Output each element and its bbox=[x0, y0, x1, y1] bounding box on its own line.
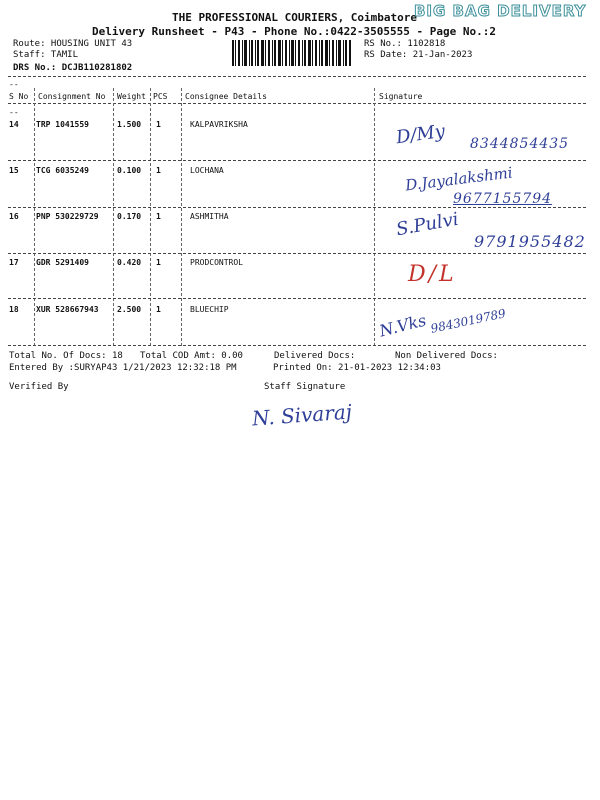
barcode bbox=[232, 40, 352, 66]
row-consignee: ASHMITHA bbox=[190, 212, 229, 221]
row-pcs: 1 bbox=[156, 166, 161, 175]
printed-on: Printed On: 21-01-2023 12:34:03 bbox=[273, 363, 441, 373]
row-pcs: 1 bbox=[156, 120, 161, 129]
entered-by: Entered By :SURYAP43 1/21/2023 12:32:18 PM bbox=[9, 363, 237, 373]
staff-label: Staff: TAMIL bbox=[13, 50, 79, 60]
row-separator bbox=[8, 207, 586, 208]
barcode-graphic bbox=[232, 40, 352, 66]
company-title: THE PROFESSIONAL COURIERS, Coimbatore bbox=[172, 11, 418, 24]
row-weight: 0.100 bbox=[117, 166, 142, 175]
row-consignee: BLUECHIP bbox=[190, 305, 229, 314]
row-sno: 17 bbox=[9, 258, 19, 267]
verified-by-label: Verified By bbox=[9, 382, 69, 392]
row-separator bbox=[8, 160, 586, 161]
signature-image: D/My bbox=[394, 120, 447, 149]
signature-image: S.Pulvi bbox=[394, 208, 461, 241]
col-divider bbox=[150, 88, 151, 346]
row-separator bbox=[8, 253, 586, 254]
col-divider bbox=[34, 88, 35, 346]
row-pcs: 1 bbox=[156, 258, 161, 267]
row-consignment: TRP 1041559 bbox=[36, 120, 89, 129]
staff-signature-label: Staff Signature bbox=[264, 382, 346, 392]
signature-phone: 8344854435 bbox=[470, 136, 570, 152]
row-pcs: 1 bbox=[156, 305, 161, 314]
drs-number: DRS No.: DCJB110281802 bbox=[13, 63, 133, 73]
row-sno: 15 bbox=[9, 166, 19, 175]
big-bag-delivery-stamp: BIG BAG DELIVERY bbox=[414, 2, 587, 20]
row-sno: 16 bbox=[9, 212, 19, 221]
col-divider bbox=[113, 88, 114, 346]
row-sno: 14 bbox=[9, 120, 19, 129]
row-separator bbox=[8, 298, 586, 299]
col-header-pcs: PCS bbox=[153, 92, 168, 101]
row-consignee: KALPAVRIKSHA bbox=[190, 120, 248, 129]
row-consignment: GDR 5291409 bbox=[36, 258, 89, 267]
table-top-rule-mark: -- bbox=[9, 80, 19, 89]
col-header-weight: Weight bbox=[117, 92, 146, 101]
row-weight: 2.500 bbox=[117, 305, 142, 314]
row-consignment: XUR 528667943 bbox=[36, 305, 99, 314]
signature-phone: 9791955482 bbox=[474, 232, 586, 251]
row-consignment: PNP 530229729 bbox=[36, 212, 99, 221]
total-cod: Total COD Amt: 0.00 bbox=[140, 351, 243, 361]
row-consignee: LOCHANA bbox=[190, 166, 224, 175]
col-header-consignment: Consignment No bbox=[38, 92, 106, 101]
row-consignee: PRODCONTROL bbox=[190, 258, 243, 267]
non-delivered-docs: Non Delivered Docs: bbox=[395, 351, 498, 361]
staff-signature-image: N. Sivaraj bbox=[251, 399, 353, 431]
row-weight: 0.420 bbox=[117, 258, 142, 267]
runsheet-title: Delivery Runsheet - P43 - Phone No.:0422-3505555 - Page No.:2 bbox=[92, 25, 496, 38]
table-top-rule bbox=[8, 76, 586, 77]
col-header-signature: Signature bbox=[379, 92, 423, 101]
header-bottom-rule bbox=[8, 103, 586, 104]
signature-phone: 9843019789 bbox=[429, 306, 507, 336]
row-pcs: 1 bbox=[156, 212, 161, 221]
col-divider bbox=[181, 88, 182, 346]
header-bottom-rule-mark: -- bbox=[9, 108, 19, 117]
rs-date: RS Date: 21-Jan-2023 bbox=[364, 50, 473, 60]
row-weight: 0.170 bbox=[117, 212, 142, 221]
row-weight: 1.500 bbox=[117, 120, 142, 129]
col-header-consignee: Consignee Details bbox=[185, 92, 267, 101]
route-label: Route: HOUSING UNIT 43 bbox=[13, 39, 133, 49]
row-consignment: TCG 6035249 bbox=[36, 166, 89, 175]
col-header-sno: S No bbox=[9, 92, 29, 101]
signature-image: D.Jayalakshmi bbox=[404, 163, 514, 195]
signature-phone: 9677155794 bbox=[453, 191, 553, 207]
delivered-docs: Delivered Docs: bbox=[274, 351, 356, 361]
row-sno: 18 bbox=[9, 305, 19, 314]
total-docs: Total No. Of Docs: 18 bbox=[9, 351, 123, 361]
signature-image: D/L bbox=[408, 262, 457, 287]
col-divider bbox=[374, 88, 375, 346]
table-bottom-rule bbox=[8, 345, 586, 346]
signature-image: N.Vks bbox=[377, 310, 429, 341]
rs-number: RS No.: 1102818 bbox=[364, 39, 446, 49]
